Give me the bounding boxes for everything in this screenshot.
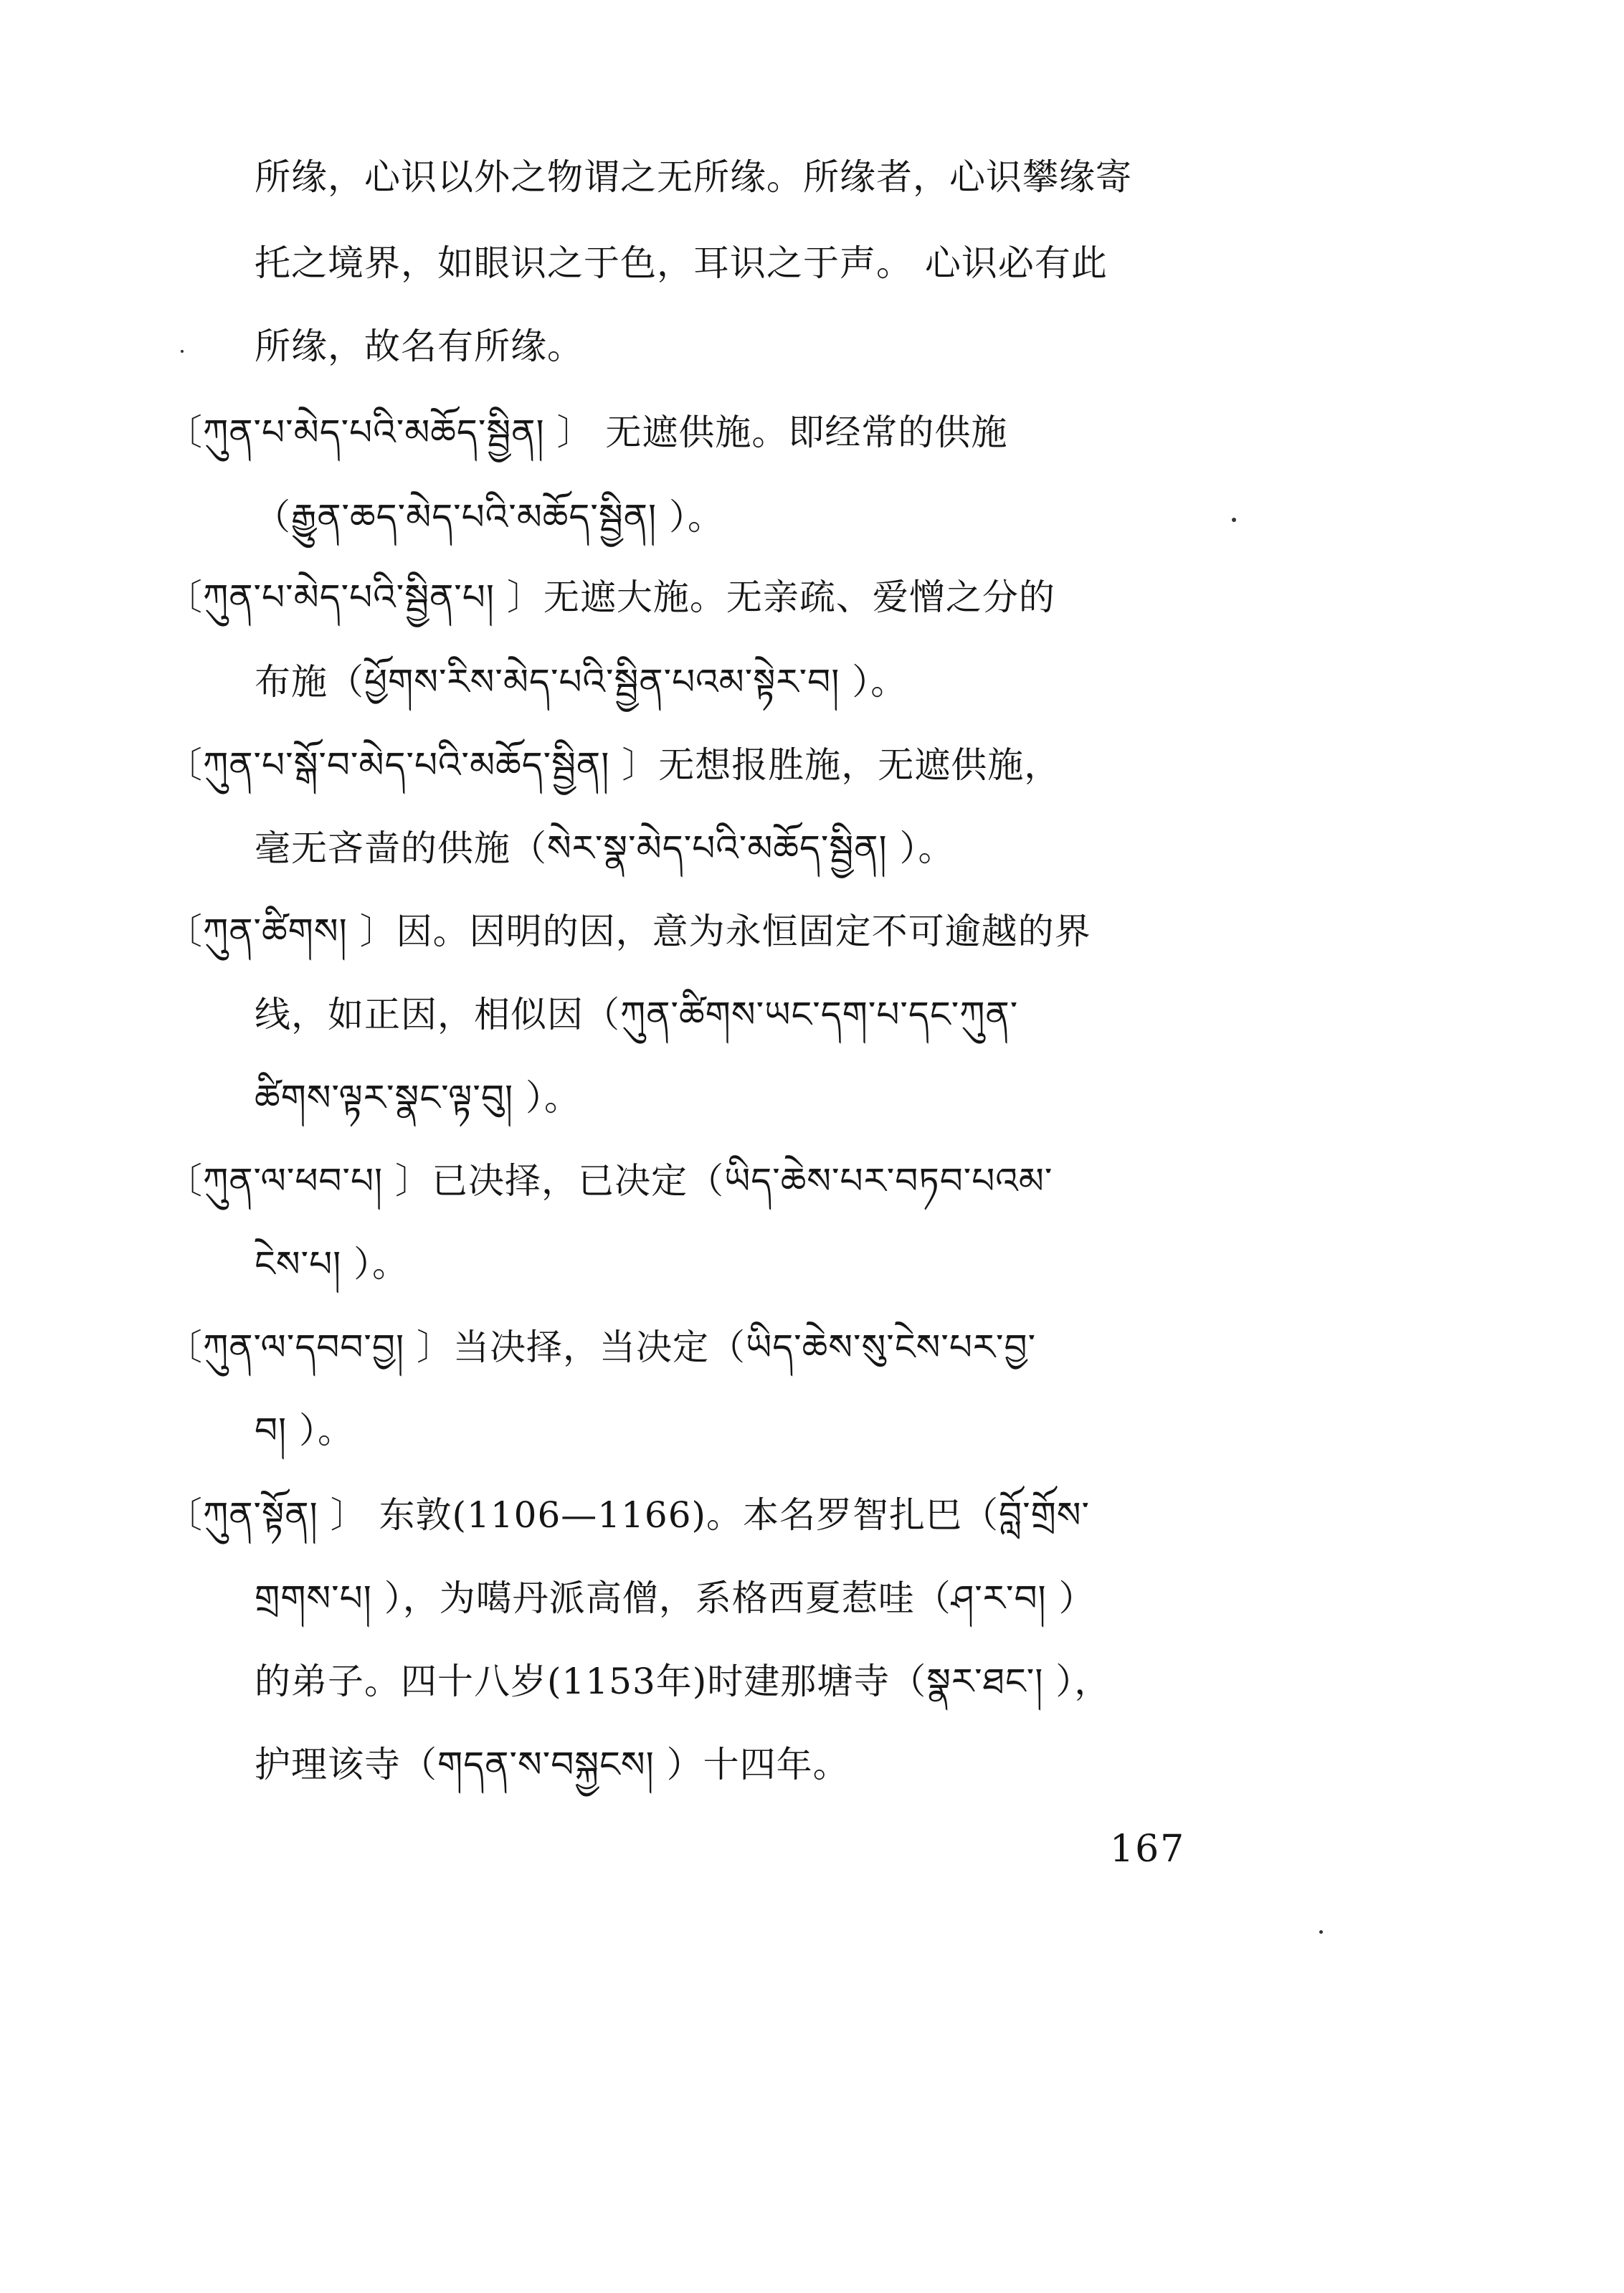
text-line-2: 托之境界，如眼识之于色，耳识之于声。 心识必有此 [255,242,1108,284]
entry-line-2: （རྒྱུན་ཆད་མེད་པའི་མཆོད་སྦྱིན། ）。 [255,496,724,538]
entry-line-6: 毫无吝啬的供施（སེར་སྣ་མེད་པའི་མཆོད་སྦྱིན། ）。 [255,827,955,869]
scan-speck [1232,518,1236,522]
entry-line-12: 〔ཀུན་ལ་དབབ་བྱ། 〕当决择，当决定（ཡིད་ཆེས་སུ་ངེས་པར་བྱ་ [166,1326,1037,1368]
entry-line-15: གྲགས་པ། ），为噶丹派高僧，系格西夏惹哇（ཤ་ར་བ། ） [255,1577,1096,1619]
entry-line-8: 线，如正因，相似因（ཀུན་ཚིགས་ཡང་དག་པ་དང་ཀུན་ [255,994,1019,1035]
scan-speck [181,350,184,353]
entry-line-3: 〔ཀུན་པ་མེད་པའི་སྦྱིན་པ། 〕无遮大施。无亲疏、爱憎之分的 [166,576,1055,618]
text-line-1: 所缘，心识以外之物谓之无所缘。所缘者，心识攀缘寄 [255,156,1132,198]
entry-line-14: 〔ཀུན་སྟོན། 〕 东敦(1106—1166)。本名罗智扎巴（བློ་གྲོས་ [166,1494,1091,1536]
entry-line-11: ངེས་པ། ）。 [255,1243,409,1285]
entry-line-4: 布施（ཕྱོགས་རིས་མེད་པའི་སྦྱིན་པའམ་སྟེར་བ། ）。 [255,661,908,703]
entry-line-13: བ། ）。 [255,1410,355,1451]
entry-line-9: ཚིགས་ལྟར་སྣང་ལྟ་བུ། ）。 [255,1077,581,1119]
entry-line-17: 护理该寺（གདན་ས་བསྐྱངས། ）十四年。 [255,1744,850,1785]
entry-line-7: 〔ཀུན་ཚིགས། 〕因。因明的因，意为永恒固定不可逾越的界 [166,911,1091,952]
entry-line-16: 的弟子。四十八岁(1153年)时建那塘寺（སྣར་ཐང་། ）， [255,1661,1111,1702]
entry-line-5: 〔ཀུན་པ་སྒོ་བ་མེད་པའི་མཆོད་སྦྱིན། 〕无想报胜施，无遮供施， [166,744,1061,786]
text-line-3: 所缘，故名有所缘。 [255,326,584,367]
entry-line-10: 〔ཀུན་ལ་ཕབ་པ། 〕已决择，已决定（ཡིད་ཆེས་པར་བཏབ་པའམ་ [166,1160,1053,1202]
page-number: 167 [1110,1828,1186,1871]
entry-line-1: 〔ཀུན་པ་མེད་པའི་མཆོད་སྦྱིན། 〕 无遮供施。即经常的供施 [166,412,1008,453]
scan-speck [1319,1930,1323,1934]
